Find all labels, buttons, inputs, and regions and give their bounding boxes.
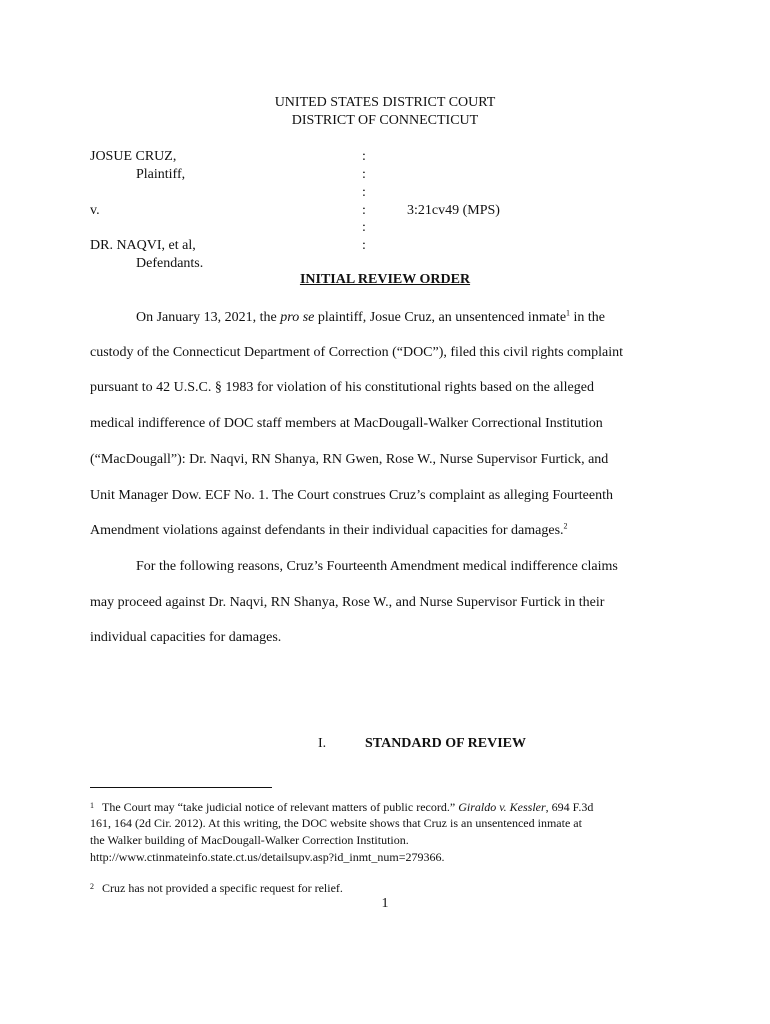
- footnote-1-line-3: the Walker building of MacDougall-Walker Correction Institution.: [90, 833, 409, 847]
- caption-colon: :: [362, 220, 366, 235]
- footnote-1-line-1: $^1$ The Court may “take judicial notice of relevant matters of public record.” Giraldo v. Kessler, 694 F.3d: [90, 800, 594, 814]
- body-line-1: On January 13, 2021, the pro se plaintiff, Josue Cruz, an unsentenced inmate$^1$ in the: [136, 308, 606, 325]
- plaintiff-role: Plaintiff,: [136, 167, 186, 182]
- footnote-ref-2: 2: [563, 521, 568, 531]
- caption-colon: :: [362, 185, 366, 200]
- court-name: UNITED STATES DISTRICT COURT: [274, 95, 496, 110]
- defendant-name: DR. NAQVI, et al,: [90, 238, 196, 253]
- page-number: 1: [381, 896, 389, 911]
- caption-colon: :: [362, 149, 366, 164]
- footnote-divider: [90, 787, 272, 788]
- section-heading: STANDARD OF REVIEW: [365, 736, 527, 751]
- court-district: DISTRICT OF CONNECTICUT: [291, 113, 479, 128]
- footnote-1-line-2: 161, 164 (2d Cir. 2012). At this writing, the DOC website shows that Cruz is an unsentenced inmate at: [90, 816, 582, 830]
- body-line-4: medical indifference of DOC staff members at MacDougall-Walker Correctional Institution: [90, 416, 603, 431]
- body-line-7: Amendment violations against defendants in their individual capacities for damages.$^2$: [90, 521, 568, 538]
- footnote-2: $^2$ Cruz has not provided a specific request for relief.: [90, 881, 343, 895]
- body-line-6: Unit Manager Dow. ECF No. 1. The Court construes Cruz’s complaint as alleging Fourteenth: [90, 488, 613, 503]
- plaintiff-name: JOSUE CRUZ,: [90, 149, 177, 164]
- section-numeral: I.: [318, 736, 327, 751]
- body-line-3: pursuant to 42 U.S.C. § 1983 for violation of his constitutional rights based on the alleged: [90, 380, 594, 395]
- body-line-8: For the following reasons, Cruz’s Fourteenth Amendment medical indifference claims: [136, 559, 618, 574]
- versus: v.: [90, 203, 100, 218]
- caption-colon: :: [362, 167, 366, 182]
- defendant-role: Defendants.: [136, 256, 204, 271]
- case-number: 3:21cv49 (MPS): [407, 203, 500, 218]
- body-line-5: (“MacDougall”): Dr. Naqvi, RN Shanya, RN Gwen, Rose W., Nurse Supervisor Furtick, and: [90, 452, 609, 467]
- body-line-9: may proceed against Dr. Naqvi, RN Shanya, Rose W., and Nurse Supervisor Furtick in their: [90, 595, 605, 610]
- body-line-2: custody of the Connecticut Department of Correction (“DOC”), filed this civil rights complaint: [90, 345, 624, 360]
- caption-colon: :: [362, 203, 366, 218]
- footnote-1-line-4: http://www.ctinmateinfo.state.ct.us/detailsupv.asp?id_inmt_num=279366.: [90, 850, 445, 864]
- order-title: INITIAL REVIEW ORDER: [299, 272, 471, 287]
- caption-colon: :: [362, 238, 366, 253]
- footnote-ref-1: 1: [566, 308, 571, 318]
- body-line-10: individual capacities for damages.: [90, 630, 282, 645]
